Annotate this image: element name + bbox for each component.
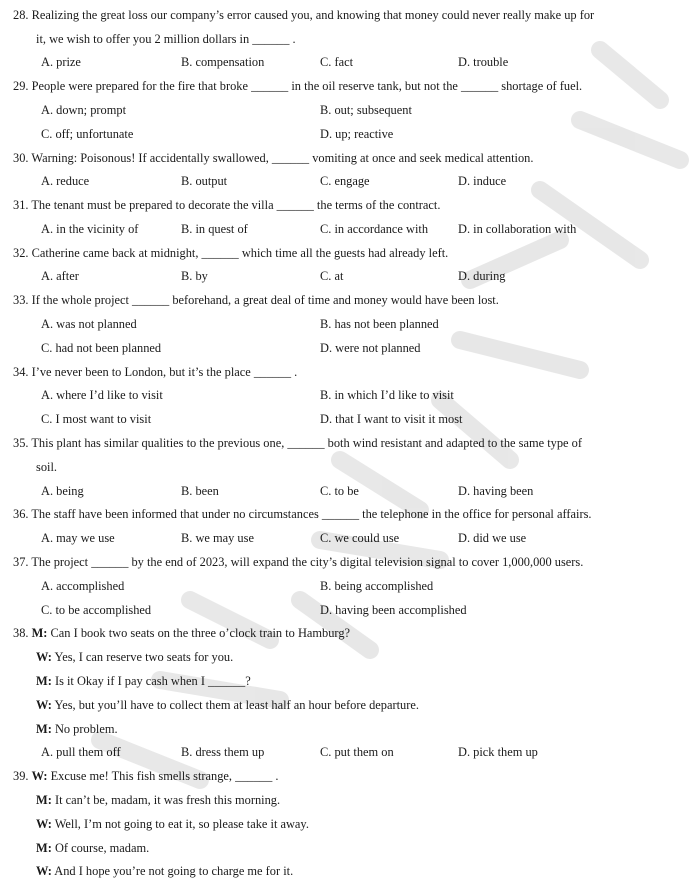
q28-stem-line-2: it, we wish to offer you 2 million dollars in ______ .: [36, 32, 296, 46]
q39-text-4: Of course, madam.: [54, 841, 150, 855]
q28-option-a[interactable]: A. prize: [41, 55, 81, 69]
q29-option-c[interactable]: C. off; unfortunate: [41, 127, 134, 141]
q38-speaker-1: M:: [31, 626, 48, 640]
q37-option-b[interactable]: B. being accomplished: [320, 579, 434, 593]
q39-text-2: It can’t be, madam, it was fresh this morning.: [54, 793, 281, 807]
q38-speaker-5: M:: [36, 722, 52, 736]
q33-option-c[interactable]: C. had not been planned: [41, 341, 162, 355]
q37-option-d[interactable]: D. having been accomplished: [320, 603, 467, 617]
q37-option-c[interactable]: C. to be accomplished: [41, 603, 152, 617]
q38-line-5: [36, 722, 118, 737]
q38-option-b[interactable]: B. dress them up: [181, 745, 265, 759]
q38-text-2: Yes, I can reserve two seats for you.: [54, 650, 234, 664]
q31-option-d[interactable]: D. in collaboration with: [458, 222, 577, 236]
q29-option-d[interactable]: D. up; reactive: [320, 127, 394, 141]
q36-option-d[interactable]: D. did we use: [458, 531, 527, 545]
q31-option-b[interactable]: B. in quest of: [181, 222, 248, 236]
q38-speaker-4: W:: [36, 698, 52, 712]
q28-option-d[interactable]: D. trouble: [458, 55, 509, 69]
q30-option-a[interactable]: A. reduce: [41, 174, 90, 188]
q32-option-b[interactable]: B. by: [181, 269, 208, 283]
q35-option-c[interactable]: C. to be: [320, 484, 359, 498]
q36-option-b[interactable]: B. we may use: [181, 531, 254, 545]
q34-option-c[interactable]: C. I most want to visit: [41, 412, 152, 426]
q38-line-4: [36, 698, 419, 713]
q36-stem: 36. The staff have been informed that under no circumstances ______ the telephone in the office for personal affairs.: [13, 507, 592, 521]
q38-line-3: [36, 674, 251, 689]
q35-option-d[interactable]: D. having been: [458, 484, 534, 498]
q31-option-a[interactable]: A. in the vicinity of: [41, 222, 139, 236]
q34-option-d[interactable]: D. that I want to visit it most: [320, 412, 463, 426]
q39-line-1: [13, 769, 279, 784]
q38-option-d[interactable]: D. pick them up: [458, 745, 538, 759]
q32-stem: 32. Catherine came back at midnight, ______ which time all the guests had already left.: [13, 246, 449, 260]
q39-text-5: And I hope you’re not going to charge me for it.: [54, 864, 294, 878]
q39-speaker-5: W:: [36, 864, 52, 878]
q34-stem: 34. I’ve never been to London, but it’s the place ______ .: [13, 365, 298, 379]
q38-text-3: Is it Okay if I pay cash when I ______?: [54, 674, 251, 688]
q39-line-3: [36, 817, 309, 832]
q39-speaker-3: W:: [36, 817, 52, 831]
q38-option-c[interactable]: C. put them on: [320, 745, 394, 759]
q35-stem-line-1: 35. This plant has similar qualities to the previous one, ______ both wind resistant and adapted to the same type of: [13, 436, 582, 450]
q28-option-c[interactable]: C. fact: [320, 55, 354, 69]
q38-number: 38.: [13, 626, 29, 640]
q29-stem: 29. People were prepared for the fire that broke ______ in the oil reserve tank, but not the ______ shortage of fuel.: [13, 79, 583, 93]
q39-line-5: [36, 864, 293, 879]
q30-option-d[interactable]: D. induce: [458, 174, 507, 188]
q33-option-b[interactable]: B. has not been planned: [320, 317, 439, 331]
q38-option-a[interactable]: A. pull them off: [41, 745, 121, 759]
q39-text-3: Well, I’m not going to eat it, so please take it away.: [54, 817, 309, 831]
q39-speaker-2: M:: [36, 793, 52, 807]
q31-stem: 31. The tenant must be prepared to decorate the villa ______ the terms of the contract.: [13, 198, 441, 212]
q35-option-a[interactable]: A. being: [41, 484, 84, 498]
q35-option-b[interactable]: B. been: [181, 484, 219, 498]
q34-option-a[interactable]: A. where I’d like to visit: [41, 388, 163, 402]
q29-option-b[interactable]: B. out; subsequent: [320, 103, 412, 117]
q36-option-c[interactable]: C. we could use: [320, 531, 400, 545]
q33-stem: 33. If the whole project ______ beforehand, a great deal of time and money would have been lost.: [13, 293, 499, 307]
q39-speaker-4: M:: [36, 841, 52, 855]
q33-option-d[interactable]: D. were not planned: [320, 341, 421, 355]
q38-line-2: [36, 650, 233, 665]
q39-speaker-1: W:: [31, 769, 48, 783]
q39-line-2: [36, 793, 280, 808]
q28-option-b[interactable]: B. compensation: [181, 55, 265, 69]
q39-number: 39.: [13, 769, 29, 783]
q39-text-1: Excuse me! This fish smells strange, ______ .: [50, 769, 279, 783]
q30-option-b[interactable]: B. output: [181, 174, 228, 188]
q30-stem: 30. Warning: Poisonous! If accidentally swallowed, ______ vomiting at once and seek medical attention.: [13, 151, 534, 165]
q32-option-d[interactable]: D. during: [458, 269, 506, 283]
q39-line-4: [36, 841, 149, 856]
q28-stem-line-1: 28. Realizing the great loss our company’s error caused you, and knowing that money could never really make up for: [13, 8, 595, 22]
q38-text-5: No problem.: [54, 722, 118, 736]
q29-option-a[interactable]: A. down; prompt: [41, 103, 127, 117]
q32-option-a[interactable]: A. after: [41, 269, 79, 283]
q38-text-1: Can I book two seats on the three o’clock train to Hamburg?: [50, 626, 351, 640]
q37-option-a[interactable]: A. accomplished: [41, 579, 125, 593]
q38-speaker-3: M:: [36, 674, 52, 688]
q38-speaker-2: W:: [36, 650, 52, 664]
q38-line-1: [13, 626, 350, 641]
q34-option-b[interactable]: B. in which I’d like to visit: [320, 388, 454, 402]
q31-option-c[interactable]: C. in accordance with: [320, 222, 429, 236]
q35-stem-line-2: soil.: [36, 460, 57, 474]
q38-text-4: Yes, but you’ll have to collect them at least half an hour before departure.: [54, 698, 419, 712]
q36-option-a[interactable]: A. may we use: [41, 531, 115, 545]
q33-option-a[interactable]: A. was not planned: [41, 317, 137, 331]
q32-option-c[interactable]: C. at: [320, 269, 344, 283]
q37-stem: 37. The project ______ by the end of 2023, will expand the city’s digital television signal to cover 1,000,000 users.: [13, 555, 584, 569]
q30-option-c[interactable]: C. engage: [320, 174, 370, 188]
